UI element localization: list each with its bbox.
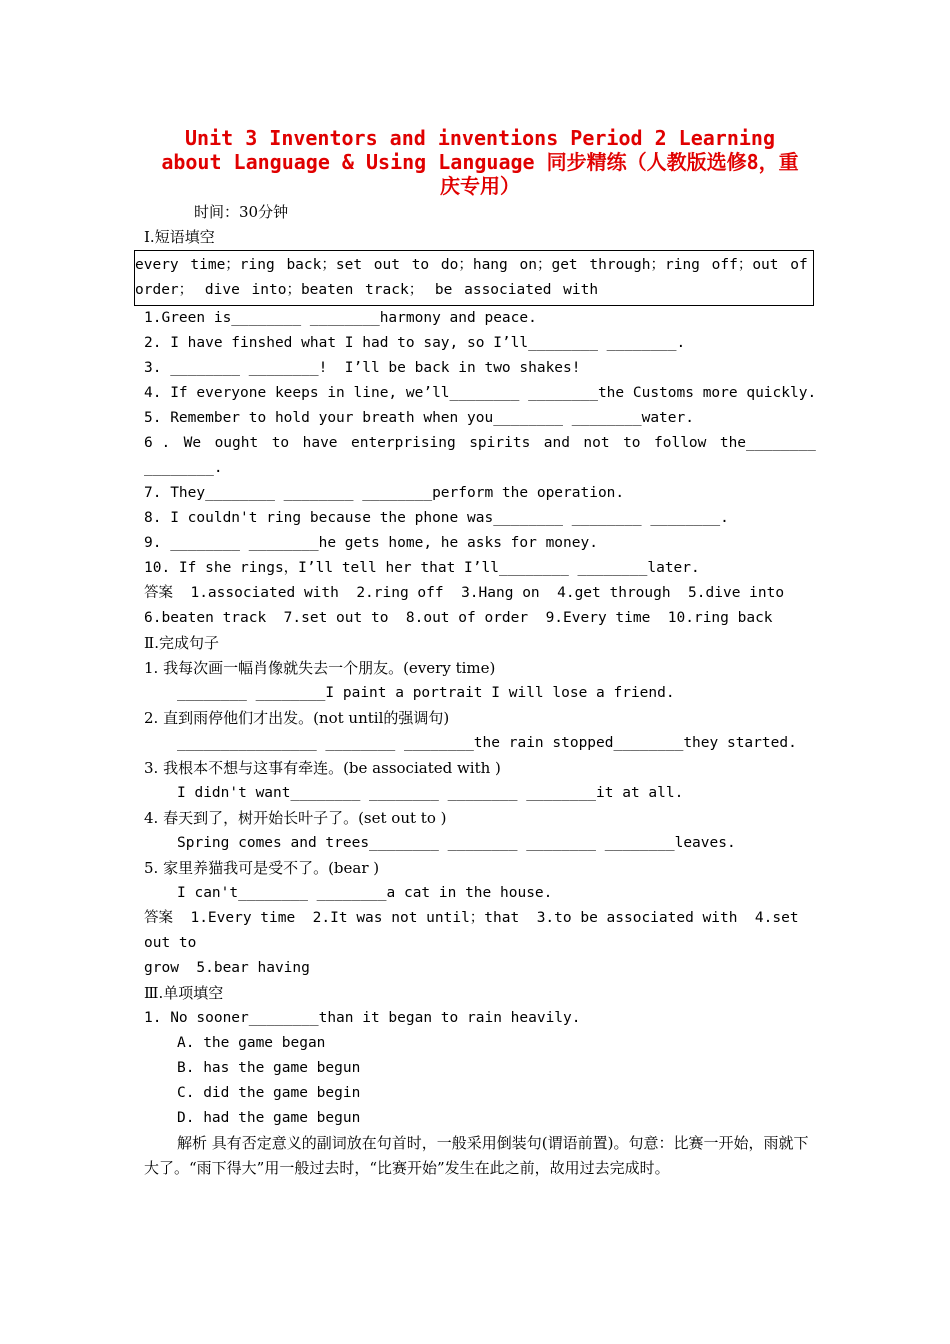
s1-question-7: 7. They________ ________ ________perform the operation. <box>144 485 625 501</box>
s2-key-line-2: out to <box>144 935 197 951</box>
s1-question-4: 4. If everyone keeps in line, we’ll________ ________the Customs more quickly. <box>144 385 817 401</box>
phrase-box <box>134 250 814 306</box>
s1-question-10: 10. If she rings，I’ll tell her that I’ll________ ________later. <box>144 560 700 576</box>
s1-answer-line-1: 答案 1.associated with 2.ring off 3.Hang on 4.get through 5.dive into <box>144 585 785 601</box>
s2-answer-line-4: Spring comes and trees________ ________ ________ ________leaves. <box>177 835 736 851</box>
phrase-box-line-1: every time；ring back；set out to do；hang on；get through；ring off；out of <box>135 257 808 273</box>
s2-question-4: 4. 春天到了，树开始长叶子了。(set out to ) <box>144 809 447 827</box>
s1-question-6: 6 . We ought to have enterprising spirits and not to follow the________ <box>144 435 816 451</box>
s1-question-9: 9. ________ ________he gets home, he asks for money. <box>144 535 598 551</box>
s2-key-line-3: grow 5.bear having <box>144 960 310 976</box>
s1-question-6-cont: ________. <box>144 460 223 476</box>
s2-question-1: 1. 我每次画一幅肖像就失去一个朋友。(every time) <box>144 659 496 677</box>
s3-analysis: 解析 具有否定意义的副词放在句首时，一般采用倒装句(谓语前置)。句意：比赛一开始，雨就下大了。“雨下得大”用一般过去时，“比赛开始”发生在此之前，故用过去完成时。 <box>144 1134 809 1177</box>
s3-option-b: B. has the game begun <box>177 1060 361 1076</box>
s3-option-a: A. the game began <box>177 1035 326 1051</box>
s1-question-5: 5. Remember to hold your breath when you________ ________water. <box>144 410 694 426</box>
s1-question-8: 8. I couldn't ring because the phone was________ ________ ________. <box>144 510 729 526</box>
s3-question-1: 1. No sooner________than it began to rain heavily. <box>144 1010 581 1026</box>
s2-answer-line-3: I didn't want________ ________ ________ ________it at all. <box>177 785 684 801</box>
s2-answer-line-2: ________________ ________ ________the rain stopped________they started. <box>177 735 797 751</box>
s1-question-3: 3. ________ ________! I’ll be back in two shakes! <box>144 360 581 376</box>
s2-question-5: 5. 家里养猫我可是受不了。(bear ) <box>144 859 380 877</box>
s3-option-c: C. did the game begin <box>177 1085 361 1101</box>
s1-answer-line-2: 6.beaten track 7.set out to 8.out of order 9.Every time 10.ring back <box>144 610 773 626</box>
s2-answer-line-1: ________ ________I paint a portrait I will lose a friend. <box>177 685 675 701</box>
section-1-heading: Ⅰ.短语填空 <box>144 228 215 246</box>
s1-question-2: 2. I have finshed what I had to say, so I’ll________ ________. <box>144 335 686 351</box>
document-title: Unit 3 Inventors and inventions Period 2 Learning about Language & Using Language 同步精练（人教版选修8，重庆专用） <box>161 126 799 198</box>
s3-option-d: D. had the game begun <box>177 1110 361 1126</box>
time-limit: 时间：30分钟 <box>194 203 289 221</box>
s1-question-1: 1.Green is________ ________harmony and peace. <box>144 310 537 326</box>
s2-question-3: 3. 我根本不想与这事有牵连。(be associated with ) <box>144 759 501 777</box>
s2-key-line-1: 答案 1.Every time 2.It was not until；that 3.to be associated with 4.set <box>144 910 799 926</box>
s2-answer-line-5: I can't________ ________a cat in the house. <box>177 885 553 901</box>
document-page <box>135 126 817 1181</box>
phrase-box-line-2: order； dive into；beaten track； be associated with <box>135 282 599 298</box>
section-2-heading: Ⅱ.完成句子 <box>144 634 219 652</box>
section-3-heading: Ⅲ.单项填空 <box>144 984 224 1002</box>
s2-question-2: 2. 直到雨停他们才出发。(not until的强调句) <box>144 709 450 727</box>
